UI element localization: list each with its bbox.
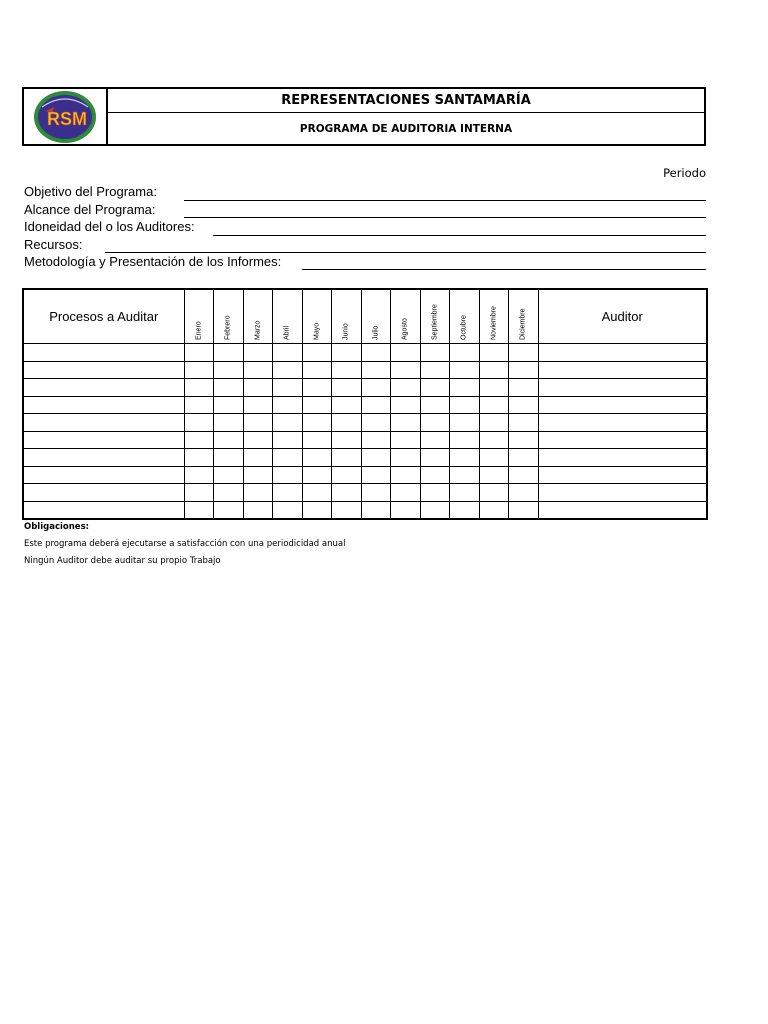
month-cell[interactable] (243, 484, 273, 502)
month-cell[interactable] (214, 344, 244, 362)
month-cell[interactable] (332, 449, 362, 467)
auditor-cell[interactable] (538, 466, 707, 484)
idoneidad-label: Idoneidad del o los Auditores: (24, 219, 195, 234)
month-label: Mayo (313, 322, 321, 340)
month-cell[interactable] (479, 344, 509, 362)
month-cell[interactable] (243, 344, 273, 362)
month-header (420, 289, 450, 344)
month-cell[interactable] (391, 501, 421, 519)
month-cell[interactable] (509, 431, 539, 449)
month-cell[interactable] (391, 466, 421, 484)
month-cell[interactable] (509, 484, 539, 502)
month-cell[interactable] (509, 361, 539, 379)
month-cell[interactable] (479, 466, 509, 484)
month-header (479, 289, 509, 344)
month-cell[interactable] (273, 449, 303, 467)
table-row (23, 431, 707, 449)
month-cell[interactable] (420, 361, 450, 379)
month-cell[interactable] (214, 449, 244, 467)
month-cell[interactable] (361, 361, 391, 379)
month-cell[interactable] (332, 431, 362, 449)
obligation-line-1: Este programa deberá ejecutarse a satisfacción con una periodicidad anual (24, 539, 346, 549)
process-cell[interactable] (23, 379, 184, 397)
month-cell[interactable] (361, 431, 391, 449)
recursos-line[interactable] (105, 252, 706, 253)
process-cell[interactable] (23, 414, 184, 432)
month-cell[interactable] (361, 501, 391, 519)
month-cell[interactable] (509, 501, 539, 519)
objetivo-label: Objetivo del Programa: (24, 184, 157, 199)
obligations-section (24, 522, 345, 573)
obligation-line-2: Ningún Auditor debe auditar su propio Trabajo (24, 556, 221, 566)
month-cell[interactable] (302, 361, 332, 379)
table-row (23, 501, 707, 519)
month-cell[interactable] (479, 361, 509, 379)
month-cell[interactable] (391, 396, 421, 414)
month-cell[interactable] (361, 449, 391, 467)
month-cell[interactable] (243, 431, 273, 449)
month-cell[interactable] (450, 414, 480, 432)
company-logo (32, 89, 98, 145)
month-cell[interactable] (450, 361, 480, 379)
month-header (273, 289, 303, 344)
month-cell[interactable] (361, 396, 391, 414)
month-header (214, 289, 244, 344)
month-cell[interactable] (184, 466, 214, 484)
month-cell[interactable] (273, 344, 303, 362)
month-cell[interactable] (332, 466, 362, 484)
month-header (302, 289, 332, 344)
month-cell[interactable] (420, 431, 450, 449)
month-cell[interactable] (391, 344, 421, 362)
auditor-header: Auditor (538, 289, 707, 344)
month-cell[interactable] (391, 379, 421, 397)
table-body (23, 344, 707, 520)
recursos-label: Recursos: (24, 237, 83, 252)
month-cell[interactable] (273, 466, 303, 484)
month-cell[interactable] (273, 501, 303, 519)
auditor-cell[interactable] (538, 501, 707, 519)
idoneidad-line[interactable] (213, 235, 706, 236)
month-cell[interactable] (420, 379, 450, 397)
month-cell[interactable] (361, 484, 391, 502)
month-cell[interactable] (509, 396, 539, 414)
objetivo-line[interactable] (184, 200, 706, 201)
month-label: Febrero (224, 315, 232, 340)
month-label: Junio (342, 323, 350, 340)
auditor-cell[interactable] (538, 431, 707, 449)
month-label: Julio (372, 325, 380, 340)
table-row (23, 379, 707, 397)
obligations-title: Obligaciones: (24, 522, 90, 532)
auditor-cell[interactable] (538, 379, 707, 397)
month-cell[interactable] (420, 396, 450, 414)
table-header-row (23, 289, 707, 344)
procesos-header: Procesos a Auditar (23, 289, 184, 344)
alcance-line[interactable] (184, 217, 706, 218)
month-header (450, 289, 480, 344)
svg-text:RSM: RSM (47, 108, 87, 129)
table-row (23, 449, 707, 467)
month-cell[interactable] (273, 396, 303, 414)
month-cell[interactable] (302, 344, 332, 362)
month-cell[interactable] (273, 379, 303, 397)
month-cell[interactable] (420, 466, 450, 484)
month-cell[interactable] (273, 414, 303, 432)
month-label: Diciembre (519, 308, 527, 340)
process-cell[interactable] (23, 449, 184, 467)
month-cell[interactable] (420, 501, 450, 519)
month-cell[interactable] (214, 414, 244, 432)
auditor-cell[interactable] (538, 361, 707, 379)
month-header (391, 289, 421, 344)
month-cell[interactable] (332, 414, 362, 432)
month-cell[interactable] (214, 361, 244, 379)
logo-cell (24, 89, 108, 144)
month-header (332, 289, 362, 344)
month-cell[interactable] (332, 484, 362, 502)
month-cell[interactable] (332, 396, 362, 414)
process-cell[interactable] (23, 466, 184, 484)
month-cell[interactable] (302, 484, 332, 502)
month-cell[interactable] (361, 379, 391, 397)
month-cell[interactable] (450, 466, 480, 484)
company-title: REPRESENTACIONES SANTAMARÍA (108, 89, 704, 113)
month-cell[interactable] (332, 379, 362, 397)
month-label: Septiembre (431, 304, 439, 340)
month-cell[interactable] (273, 431, 303, 449)
month-cell[interactable] (391, 361, 421, 379)
month-cell[interactable] (273, 484, 303, 502)
month-cell[interactable] (450, 484, 480, 502)
month-cell[interactable] (214, 484, 244, 502)
month-cell[interactable] (184, 379, 214, 397)
metodologia-line[interactable] (302, 269, 706, 270)
month-cell[interactable] (509, 344, 539, 362)
month-cell[interactable] (479, 501, 509, 519)
month-cell[interactable] (450, 344, 480, 362)
month-cell[interactable] (184, 501, 214, 519)
process-cell[interactable] (23, 396, 184, 414)
month-cell[interactable] (332, 361, 362, 379)
process-cell[interactable] (23, 501, 184, 519)
month-cell[interactable] (361, 466, 391, 484)
month-cell[interactable] (391, 414, 421, 432)
month-cell[interactable] (420, 344, 450, 362)
table-row (23, 396, 707, 414)
month-cell[interactable] (509, 414, 539, 432)
month-cell[interactable] (450, 379, 480, 397)
month-cell[interactable] (184, 361, 214, 379)
month-cell[interactable] (420, 449, 450, 467)
month-cell[interactable] (214, 379, 244, 397)
month-cell[interactable] (243, 361, 273, 379)
table-row (23, 484, 707, 502)
month-cell[interactable] (184, 414, 214, 432)
process-cell[interactable] (23, 431, 184, 449)
auditor-cell[interactable] (538, 449, 707, 467)
month-cell[interactable] (214, 466, 244, 484)
month-cell[interactable] (391, 431, 421, 449)
process-cell[interactable] (23, 484, 184, 502)
month-cell[interactable] (361, 344, 391, 362)
periodo-label: Periodo (663, 166, 706, 180)
month-cell[interactable] (243, 501, 273, 519)
month-cell[interactable] (509, 449, 539, 467)
alcance-label: Alcance del Programa: (24, 202, 156, 217)
table-row (23, 344, 707, 362)
month-cell[interactable] (184, 344, 214, 362)
month-cell[interactable] (243, 414, 273, 432)
auditor-cell[interactable] (538, 484, 707, 502)
month-header (243, 289, 273, 344)
month-cell[interactable] (243, 396, 273, 414)
month-cell[interactable] (302, 501, 332, 519)
month-cell[interactable] (302, 466, 332, 484)
month-cell[interactable] (214, 396, 244, 414)
month-cell[interactable] (391, 449, 421, 467)
audit-schedule-table (22, 288, 708, 520)
month-cell[interactable] (243, 449, 273, 467)
month-cell[interactable] (391, 484, 421, 502)
month-cell[interactable] (450, 501, 480, 519)
month-cell[interactable] (214, 501, 244, 519)
month-cell[interactable] (184, 396, 214, 414)
month-cell[interactable] (479, 396, 509, 414)
process-cell[interactable] (23, 361, 184, 379)
month-cell[interactable] (332, 501, 362, 519)
month-header (509, 289, 539, 344)
month-cell[interactable] (509, 379, 539, 397)
month-cell[interactable] (509, 466, 539, 484)
month-cell[interactable] (420, 484, 450, 502)
month-label: Noviembre (490, 306, 498, 340)
month-cell[interactable] (479, 379, 509, 397)
month-header (184, 289, 214, 344)
month-label: Octubre (460, 315, 468, 340)
month-cell[interactable] (302, 396, 332, 414)
auditor-cell[interactable] (538, 344, 707, 362)
program-title: PROGRAMA DE AUDITORIA INTERNA (299, 122, 513, 135)
month-cell[interactable] (479, 484, 509, 502)
month-cell[interactable] (273, 361, 303, 379)
table-row (23, 414, 707, 432)
process-cell[interactable] (23, 344, 184, 362)
month-cell[interactable] (450, 396, 480, 414)
month-cell[interactable] (184, 449, 214, 467)
month-cell[interactable] (184, 431, 214, 449)
table-row (23, 466, 707, 484)
auditor-cell[interactable] (538, 414, 707, 432)
table-row (23, 361, 707, 379)
month-cell[interactable] (332, 344, 362, 362)
month-cell[interactable] (243, 466, 273, 484)
month-cell[interactable] (302, 414, 332, 432)
month-label: Agosto (401, 318, 409, 340)
month-cell[interactable] (450, 449, 480, 467)
month-cell[interactable] (450, 431, 480, 449)
month-header (361, 289, 391, 344)
month-cell[interactable] (420, 414, 450, 432)
month-cell[interactable] (479, 431, 509, 449)
month-cell[interactable] (361, 414, 391, 432)
month-cell[interactable] (479, 449, 509, 467)
month-cell[interactable] (184, 484, 214, 502)
metodologia-label: Metodología y Presentación de los Informes: (24, 254, 282, 269)
month-cell[interactable] (214, 431, 244, 449)
month-label: Enero (195, 321, 203, 340)
month-cell[interactable] (302, 431, 332, 449)
document-header (22, 87, 706, 146)
month-cell[interactable] (243, 379, 273, 397)
month-label: Marzo (254, 320, 262, 340)
month-label: Abril (283, 325, 291, 340)
month-cell[interactable] (302, 449, 332, 467)
month-cell[interactable] (479, 414, 509, 432)
auditor-cell[interactable] (538, 396, 707, 414)
month-cell[interactable] (302, 379, 332, 397)
